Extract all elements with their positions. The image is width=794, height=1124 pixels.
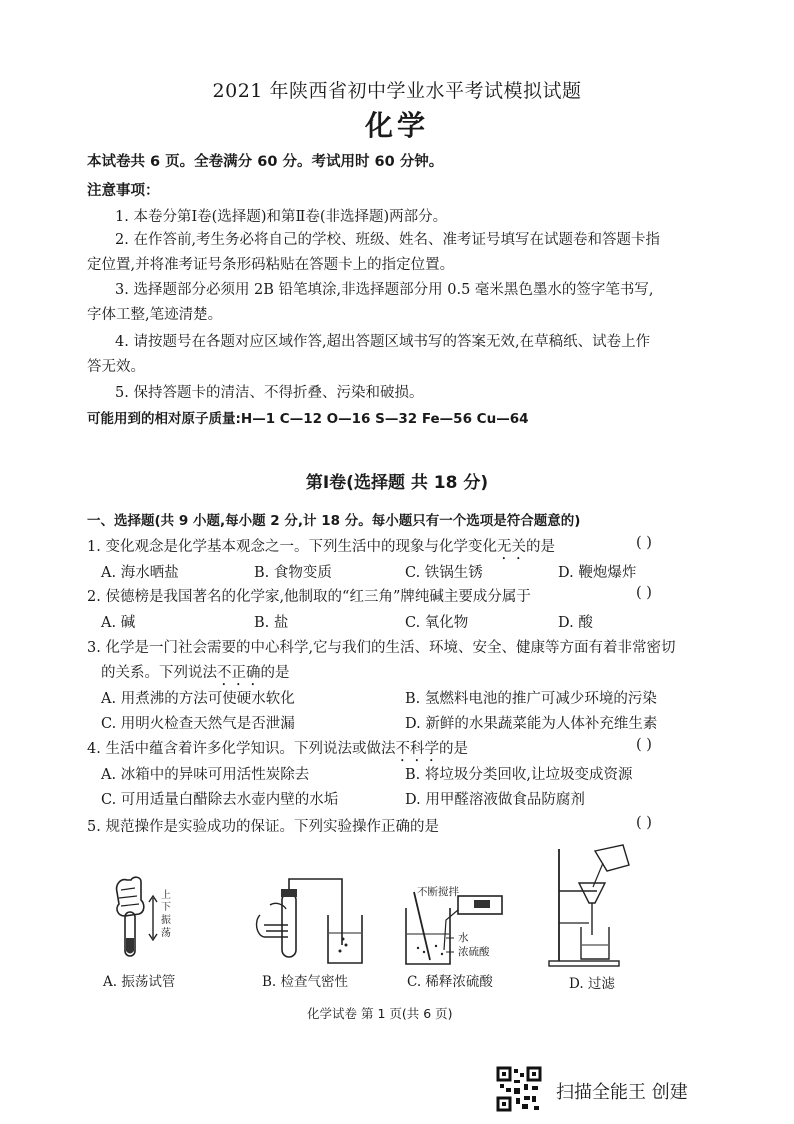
q1-emphasis: 无关 [496, 539, 526, 555]
section-instructions: 一、选择题(共 9 小题,每小题 2 分,计 18 分。每小题只有一个选项是符合题意的) [87, 513, 581, 529]
atomic-masses: 可能用到的相对原子质量:H—1 C—12 O—16 S—32 Fe—56 Cu—64 [87, 411, 529, 427]
shake-label-v1: 振 [161, 915, 171, 926]
q5-option-a: A. 振荡试管 [103, 974, 176, 990]
subject-title: 化学 [364, 109, 429, 142]
q4-option-b: B. 将垃圾分类回收,让垃圾变成资源 [405, 767, 633, 783]
note-4: 4. 请按题号在各题对应区域作答,超出答题区域书写的答案无效,在草稿纸、试卷上作 [115, 334, 651, 350]
shake-label-v2: 荡 [161, 928, 171, 939]
note-1: 1. 本卷分第Ⅰ卷(选择题)和第Ⅱ卷(非选择题)两部分。 [115, 209, 448, 225]
q4-option-c: C. 可用适量白醋除去水壶内壁的水垢 [101, 792, 339, 808]
q4-stem: 4. 生活中蕴含着许多化学知识。下列说法或做法不科学的是 [87, 741, 468, 757]
q5-stem: 5. 规范操作是实验成功的保证。下列实验操作正确的是 [87, 819, 439, 835]
q3-option-a: A. 用煮沸的方法可使硬水软化 [101, 691, 295, 707]
shake-label-top: 上 [161, 890, 171, 901]
q2-option-b: B. 盐 [254, 615, 289, 631]
notes-heading: 注意事项： [87, 183, 160, 199]
q4-option-a: A. 冰箱中的异味可用活性炭除去 [101, 767, 310, 783]
note-2: 2. 在作答前,考生务必将自己的学校、班级、姓名、准考证号填写在试题卷和答题卡指 [115, 232, 661, 248]
note-4-cont: 答无效。 [87, 359, 145, 375]
q3-option-b: B. 氢燃料电池的推广可减少环境的污染 [405, 691, 657, 707]
figure-airtightness [240, 875, 380, 970]
note-3: 3. 选择题部分必须用 2B 铅笔填涂,非选择题部分用 0.5 毫米黑色墨水的签字笔书写, [115, 282, 654, 298]
q4-emphasis: 不科学 [395, 741, 439, 757]
q4-option-d: D. 用甲醛溶液做食品防腐剂 [405, 792, 585, 808]
acid-label: 浓硫酸 [458, 946, 490, 958]
q1-option-d: D. 鞭炮爆炸 [558, 565, 637, 581]
q1-option-a: A. 海水晒盐 [101, 565, 179, 581]
q2-option-d: D. 酸 [558, 615, 593, 631]
q3-emphasis: 不正确 [217, 665, 261, 681]
q2-stem: 2. 侯德榜是我国著名的化学家,他制取的“红三角”牌纯碱主要成分属于 [87, 589, 531, 605]
q5-option-b: B. 检查气密性 [262, 974, 349, 990]
q1-option-c: C. 铁锅生锈 [405, 565, 483, 581]
qr-code-icon [496, 1066, 542, 1112]
q1-option-b: B. 食物变质 [254, 565, 332, 581]
q2-option-c: C. 氧化物 [405, 615, 469, 631]
q3-option-d: D. 新鲜的水果蔬菜能为人体补充维生素 [405, 716, 658, 732]
note-2-cont: 定位置,并将准考证号条形码粘贴在答题卡上的指定位置。 [87, 257, 455, 273]
q3-stem-line2: 的关系。下列说法不正确的是 [101, 665, 290, 681]
stir-label: 不断搅拌 [417, 886, 459, 898]
q1-answer-blank[interactable]: ( ) [636, 535, 652, 551]
note-3-cont: 字体工整,笔迹清楚。 [87, 307, 223, 323]
q5-option-c: C. 稀释浓硫酸 [407, 974, 493, 990]
q5-option-d: D. 过滤 [569, 976, 615, 992]
exam-summary: 本试卷共 6 页。全卷满分 60 分。考试用时 60 分钟。 [87, 154, 444, 170]
q1-stem: 1. 变化观念是化学基本观念之一。下列生活中的现象与化学变化无关的是 [87, 539, 555, 555]
water-label: 水 [458, 932, 469, 944]
note-5: 5. 保持答题卡的清洁、不得折叠、污染和破损。 [115, 385, 424, 401]
q2-option-a: A. 碱 [101, 615, 136, 631]
q5-answer-blank[interactable]: ( ) [636, 815, 652, 831]
page-footer: 化学试卷 第 1 页(共 6 页) [307, 1006, 453, 1021]
q3-option-c: C. 用明火检查天然气是否泄漏 [101, 716, 295, 732]
figure-filtration [545, 843, 645, 968]
q3-stem-line1: 3. 化学是一门社会需要的中心科学,它与我们的生活、环境、安全、健康等方面有着非常密切 [87, 640, 676, 656]
section-title: 第Ⅰ卷(选择题 共 18 分) [305, 473, 489, 493]
figure-dilute-acid [400, 890, 510, 970]
exam-title: 2021 年陕西省初中学业水平考试模拟试题 [212, 80, 582, 102]
q4-answer-blank[interactable]: ( ) [636, 737, 652, 753]
figure-shake-tube [95, 868, 185, 968]
scanner-watermark-text: 扫描全能王 创建 [556, 1082, 688, 1103]
shake-label-mid: 下 [161, 902, 171, 913]
q2-answer-blank[interactable]: ( ) [636, 585, 652, 601]
